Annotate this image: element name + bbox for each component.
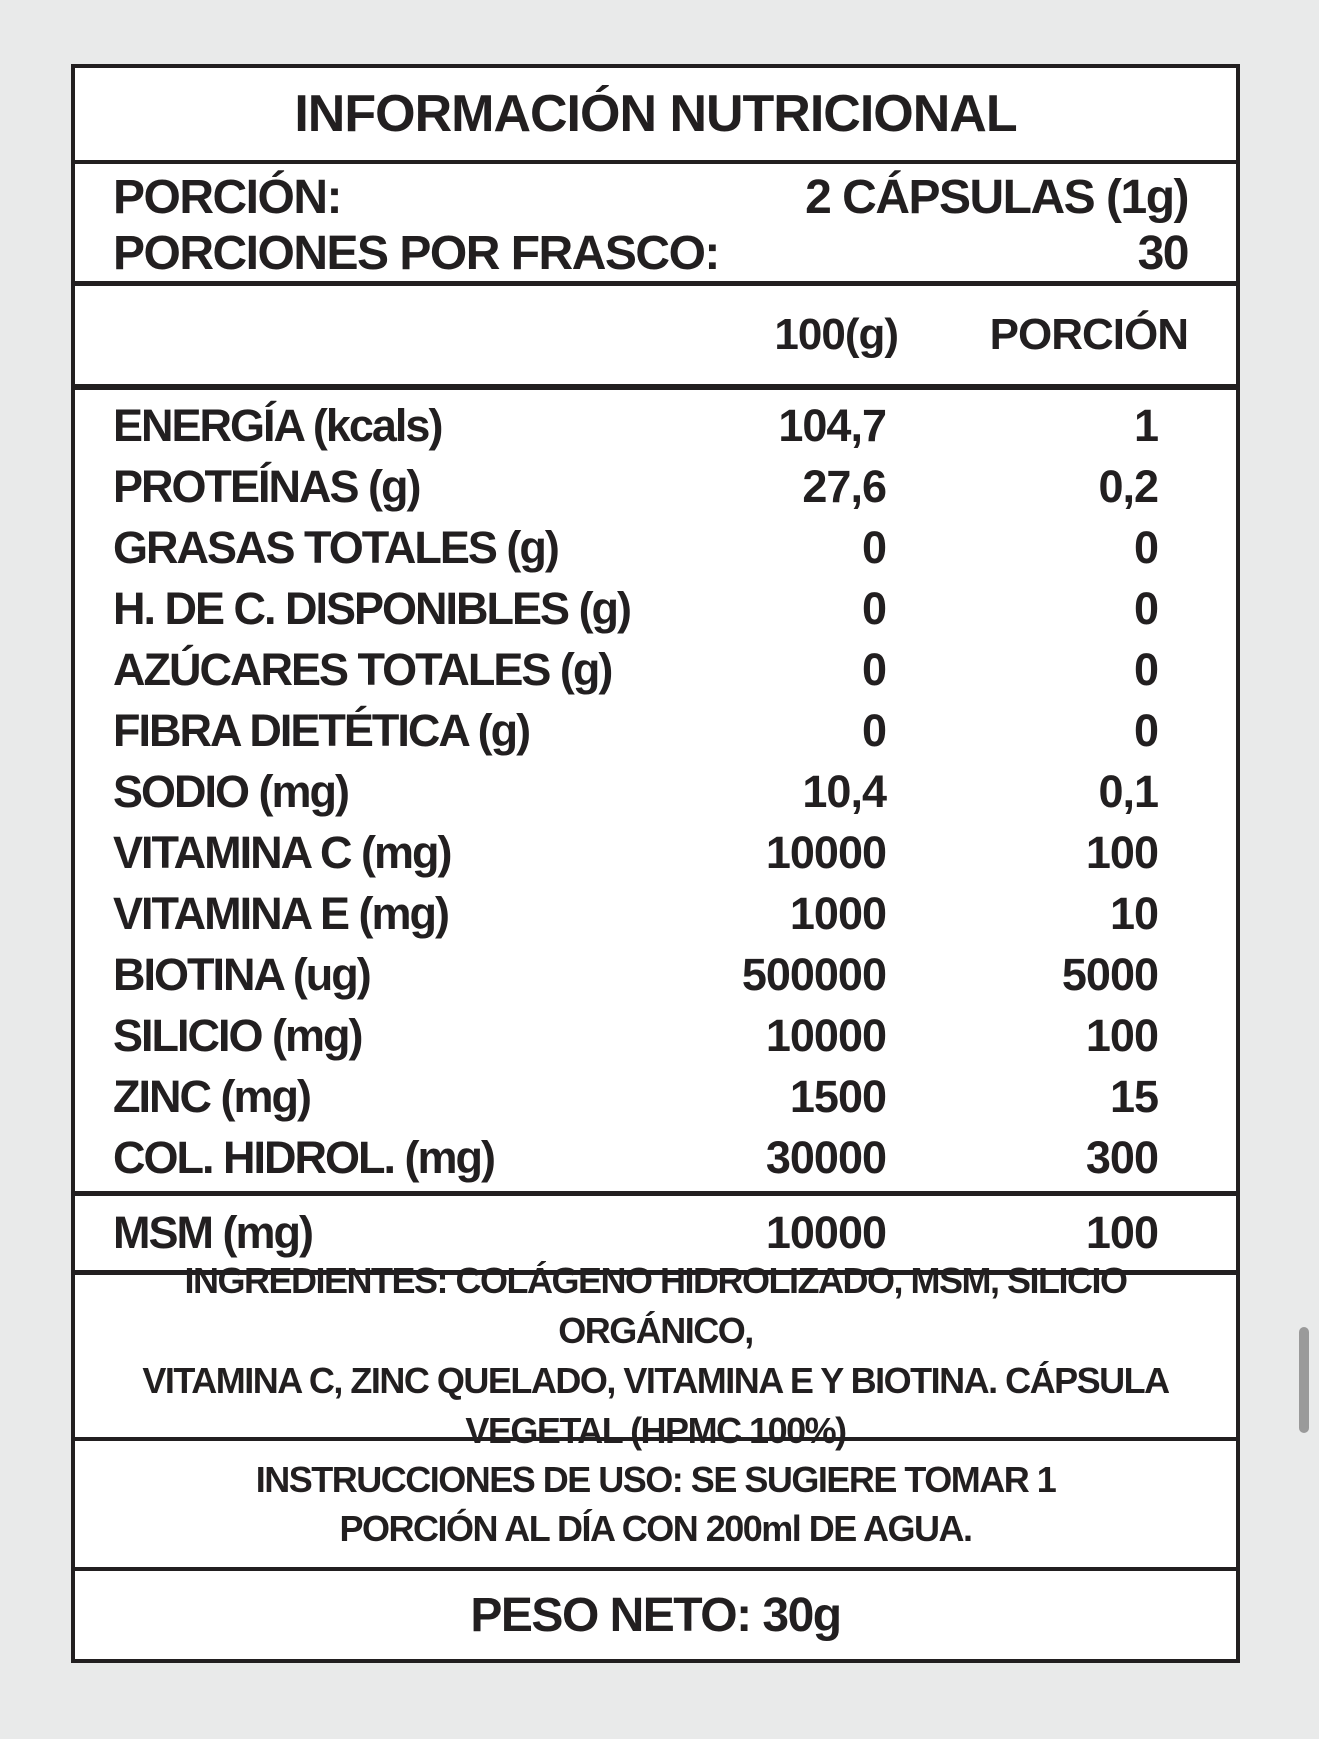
table-row [75,700,1236,761]
nutrient-portion-value: 1 [1133,399,1158,451]
nutrient-name: SODIO (mg) [113,765,348,817]
table-row [75,1066,1236,1127]
serving-size-value: 2 CÁPSULAS (1g) [805,170,1188,224]
nutrition-facts-label [71,64,1240,1663]
nutrient-name: PROTEÍNAS (g) [113,460,420,512]
column-header-portion: PORCIÓN [989,310,1188,359]
table-row [75,1005,1236,1066]
net-weight-value: PESO NETO: 30g [470,1588,841,1642]
nutrient-name: GRASAS TOTALES (g) [113,521,558,573]
nutrient-per100-value: 104,7 [778,399,886,451]
nutrient-portion-value: 0 [1133,704,1158,756]
nutrient-per100-value: 10000 [765,1207,886,1258]
nutrient-name: VITAMINA C (mg) [113,826,451,878]
table-row [75,639,1236,700]
ingredients-section [75,1260,1236,1451]
nutrient-name: ENERGÍA (kcals) [113,399,442,451]
nutrient-per100-value: 10000 [765,826,886,878]
nutrient-per100-value: 10,4 [802,765,886,817]
nutrient-per100-value: 0 [861,521,886,573]
nutrient-portion-value: 100 [1085,1009,1158,1061]
net-weight-section [75,1571,1236,1659]
ingredients-line: INGREDIENTES: COLÁGENO HIDROLIZADO, MSM, SILICIO ORGÁNICO, [184,1260,1127,1351]
nutrient-per100-value: 10000 [765,1009,886,1061]
nutrient-per100-value: 30000 [765,1131,886,1183]
serving-info-section [75,164,1236,286]
table-row [75,395,1236,456]
nutrient-per100-value: 0 [861,643,886,695]
column-header-per100: 100(g) [774,310,898,359]
nutrient-per100-value: 0 [861,582,886,634]
table-row [75,578,1236,639]
nutrient-portion-value: 5000 [1061,948,1158,1000]
servings-per-container-row [113,227,1188,281]
nutrient-portion-value: 0,2 [1098,460,1158,512]
ingredients-line: VEGETAL (HPMC 100%) [465,1410,846,1451]
nutrient-portion-value: 100 [1085,826,1158,878]
nutrient-portion-value: 15 [1109,1070,1158,1122]
instructions-line: INSTRUCCIONES DE USO: SE SUGIERE TOMAR 1 [255,1459,1056,1500]
nutrient-portion-value: 10 [1109,887,1158,939]
serving-size-label: PORCIÓN: [113,170,341,224]
nutrient-per100-value: 500000 [741,948,886,1000]
serving-size-row [113,171,1188,225]
nutrient-per100-value: 27,6 [802,460,886,512]
nutrient-name: MSM (mg) [113,1207,312,1258]
label-title: INFORMACIÓN NUTRICIONAL [294,85,1017,143]
table-row [75,517,1236,578]
nutrient-name: AZÚCARES TOTALES (g) [113,643,612,695]
nutrient-portion-value: 100 [1085,1207,1158,1258]
servings-per-container-label: PORCIONES POR FRASCO: [113,226,719,280]
ingredients-line: VITAMINA C, ZINC QUELADO, VITAMINA E Y BIOTINA. CÁPSULA [142,1360,1169,1401]
nutrient-table [75,390,1236,1196]
nutrient-name: H. DE C. DISPONIBLES (g) [113,582,631,634]
table-row [75,822,1236,883]
nutrient-per100-value: 1500 [789,1070,886,1122]
nutrient-name: ZINC (mg) [113,1070,310,1122]
nutrient-portion-value: 0 [1133,643,1158,695]
vertical-scrollbar-thumb[interactable] [1299,1327,1309,1433]
nutrient-name: VITAMINA E (mg) [113,887,448,939]
servings-per-container-value: 30 [1137,226,1188,280]
column-header-row [75,286,1236,390]
nutrient-name: BIOTINA (ug) [113,948,370,1000]
instructions-line: PORCIÓN AL DÍA CON 200ml DE AGUA. [339,1508,972,1549]
table-row [75,1127,1236,1188]
nutrient-name: SILICIO (mg) [113,1009,362,1061]
table-row [75,456,1236,517]
usage-instructions-section [75,1441,1236,1571]
nutrient-portion-value: 0 [1133,582,1158,634]
nutrient-per100-value: 1000 [789,887,886,939]
table-row [75,761,1236,822]
nutrient-portion-value: 0,1 [1098,765,1158,817]
nutrient-per100-value: 0 [861,704,886,756]
table-row [75,944,1236,1005]
nutrient-portion-value: 300 [1085,1131,1158,1183]
nutrient-portion-value: 0 [1133,521,1158,573]
nutrient-name: FIBRA DIETÉTICA (g) [113,704,530,756]
table-row [75,883,1236,944]
nutrient-name: COL. HIDROL. (mg) [113,1131,494,1183]
label-title-section [75,68,1236,164]
